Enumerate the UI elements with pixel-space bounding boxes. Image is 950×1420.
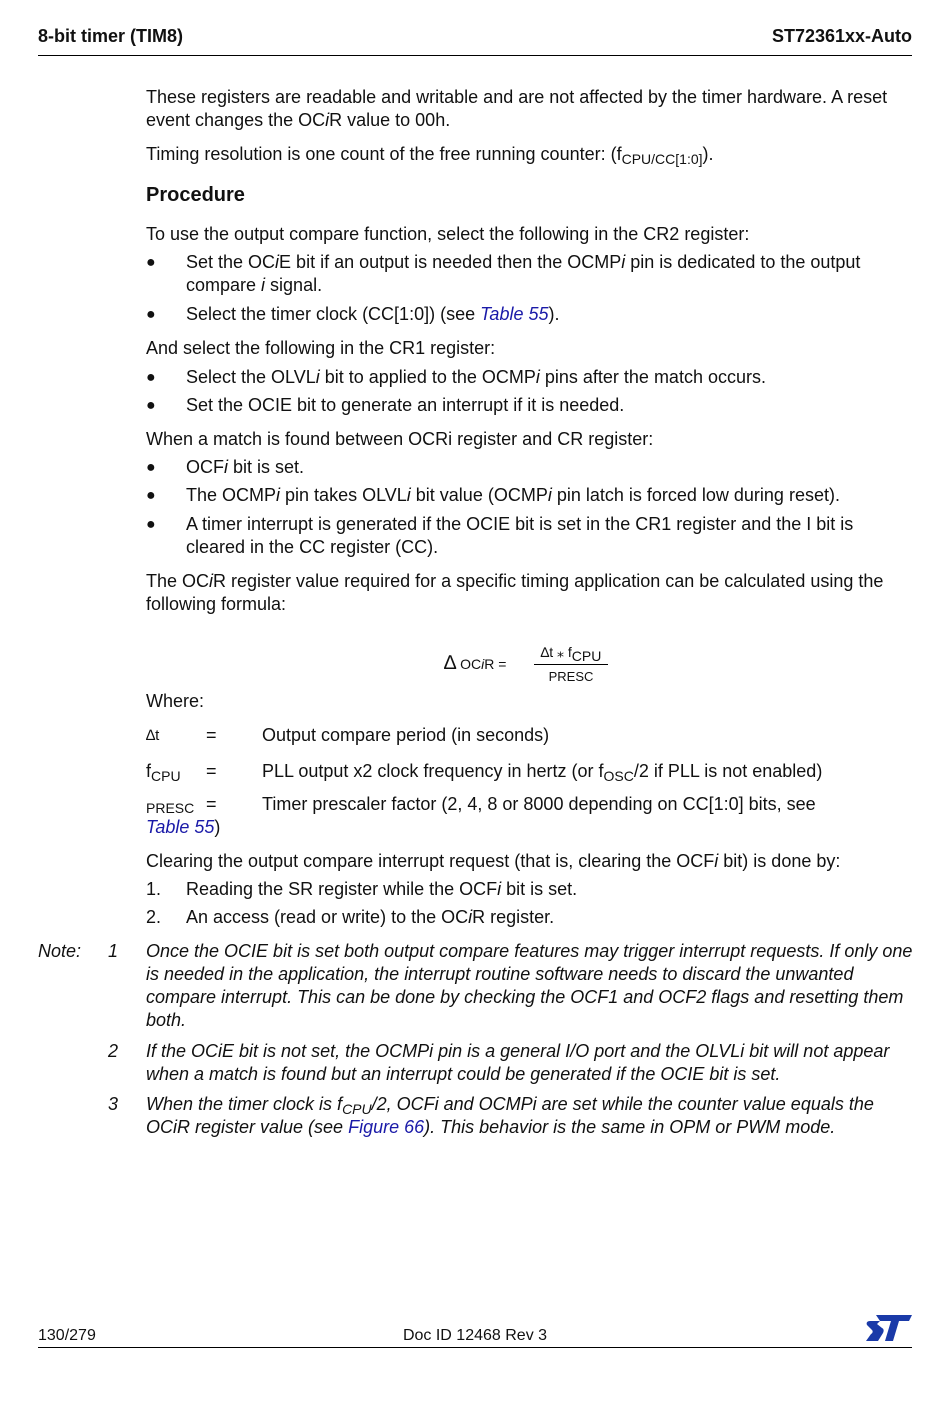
note-label: Note: [38,941,82,961]
fraction-bar [534,664,608,665]
intro-paragraph-2: Timing resolution is one count of the free running counter: $(f_{CPU/CC[1:0]})$. [146,144,714,167]
formula-intro: The OCiR register value required for a specific timing application can be calculated using the following formula: [146,571,884,614]
doc-id: Doc ID 12468 Rev 3 [402,1327,548,1344]
cr1-intro: And select the following in the CR1 register: [146,338,496,358]
cr2-intro: To use the output compare function, select the following in the CR2 register: [146,224,750,244]
procedure-heading: Procedure [146,184,245,206]
footer-rule [38,1347,912,1348]
bullet-icon: ● [146,254,156,271]
formula-numerator: ∆t ⁎ $f_{CPU}$ [540,644,602,664]
bullet-icon: ● [146,306,156,323]
formula-denominator: PRESC [548,669,594,684]
header-rule [38,55,912,56]
match-intro: When a match is found between OCRi register and CR register: [146,429,654,449]
document-title: ST72361xx-Auto [771,26,912,46]
figure-66-link[interactable]: Figure 66 [348,1117,425,1137]
page-number: 130/279 [38,1327,96,1344]
st-logo-icon [866,1313,914,1343]
section-title: 8-bit timer (TIM8) [38,26,184,46]
ocr-formula [444,644,614,690]
where-label: Where: [146,691,205,711]
formula-lhs: ∆ OCiR = [444,652,507,674]
bullet-icon: ● [146,487,156,504]
table-55-link[interactable]: Table 55 [480,304,549,324]
bullet-icon: ● [146,459,156,476]
bullet-icon: ● [146,397,156,414]
table-55-link[interactable]: Table 55 [146,817,215,837]
bullet-icon: ● [146,369,156,386]
definition-continuation: Table 55) [146,817,221,837]
clearing-intro: Clearing the output compare interrupt request (that is, clearing the OCFi bit) is done by: [146,851,841,871]
bullet-icon: ● [146,516,156,533]
intro-paragraph-1: These registers are readable and writable and are not affected by the timer hardware. A reset event changes the OCiR value to 00h. [146,87,888,130]
